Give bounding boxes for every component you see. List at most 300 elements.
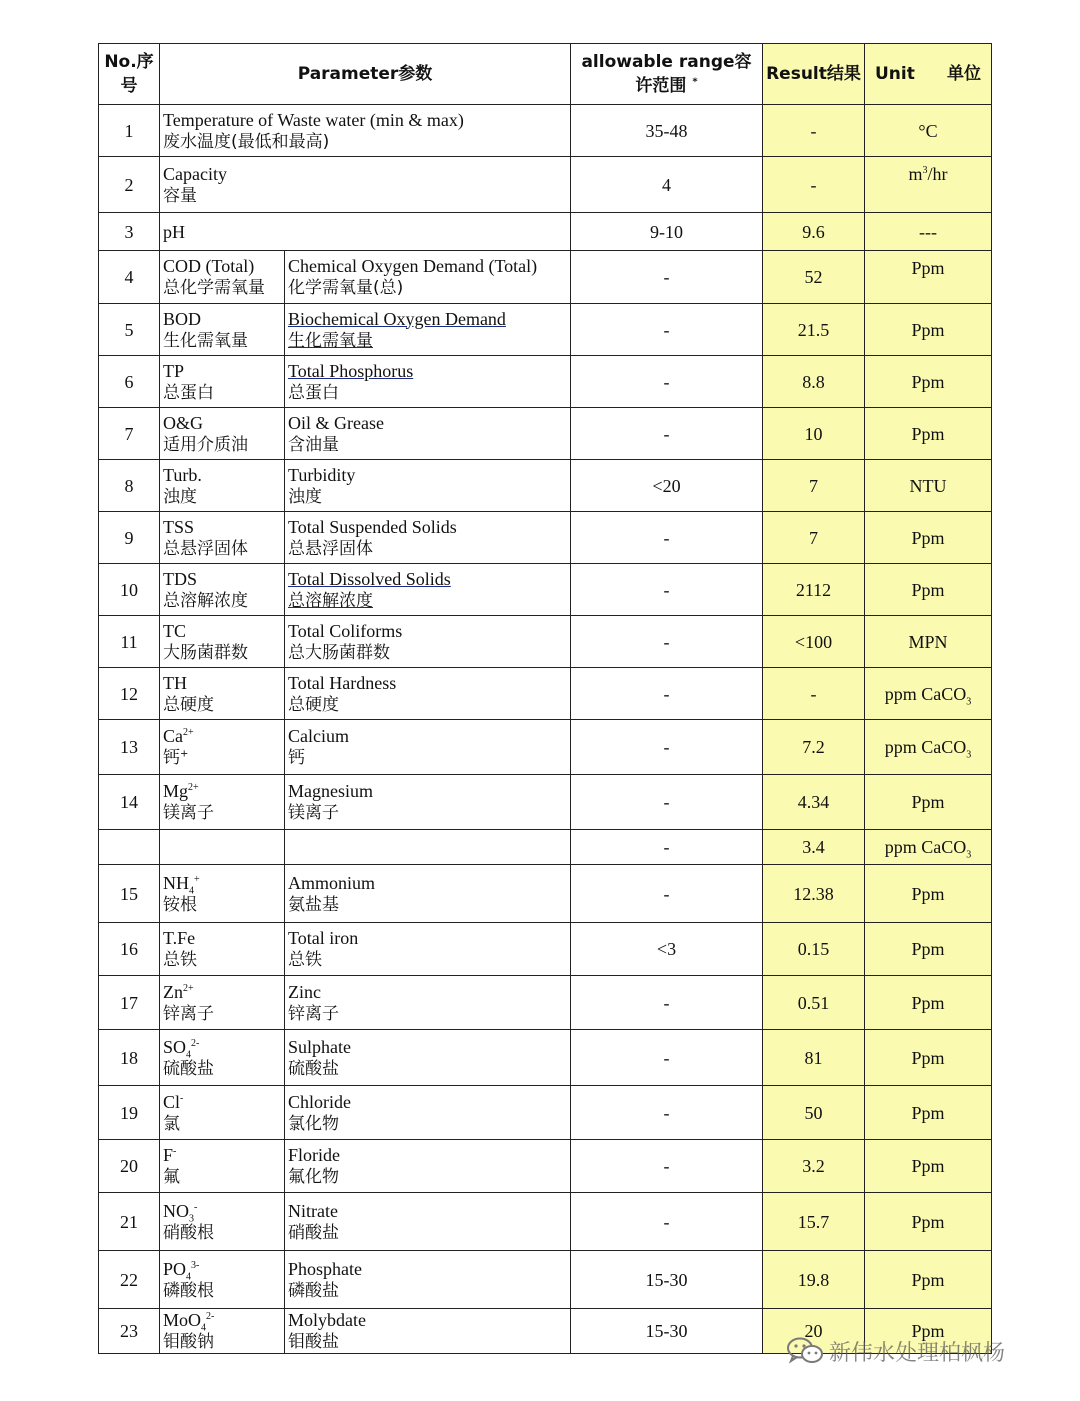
table-row — [99, 865, 992, 923]
parameter-short-en — [163, 308, 282, 330]
parameter-short-en-text: pH — [163, 221, 185, 242]
parameter-short-en-text: Mg — [163, 781, 189, 801]
parameter-short — [160, 775, 285, 830]
unit — [865, 616, 992, 668]
formula-superscript: 2- — [206, 1311, 215, 1322]
formula-superscript: 2+ — [183, 982, 194, 994]
result-value: 21.5 — [763, 304, 865, 356]
parameter-short-zh — [163, 1058, 282, 1080]
result-value: 7 — [763, 460, 865, 512]
allowable-range: - — [571, 775, 763, 830]
formula-subscript: 4 — [201, 1322, 207, 1334]
parameter-full-en — [288, 1091, 568, 1113]
result-value: - — [763, 105, 865, 157]
parameter-full-en-text: Total iron — [288, 928, 359, 948]
parameter-full-zh — [288, 1280, 568, 1302]
parameter-full-zh — [288, 1166, 568, 1188]
unit — [865, 251, 992, 304]
parameter-full-en — [288, 1258, 568, 1280]
table-row — [99, 105, 992, 157]
parameter-short-en — [163, 360, 282, 382]
table-row — [99, 157, 992, 213]
parameter-short-zh-text: 磷酸根 — [163, 1280, 214, 1301]
parameter-short-zh-text: 钼酸钠 — [163, 1332, 214, 1352]
allowable-range: - — [571, 356, 763, 408]
parameter-full-en — [288, 360, 568, 382]
parameter-short — [160, 564, 285, 616]
parameter-short-en-text: F — [163, 1145, 174, 1165]
parameter-short-zh-text: 氟 — [163, 1167, 180, 1187]
result-value: 9.6 — [763, 213, 865, 251]
parameter-short-en-text: Zn — [163, 981, 183, 1002]
header-unit — [865, 44, 992, 105]
row-number: 3 — [99, 213, 160, 251]
parameter-full-en-text: Chemical Oxygen Demand (Total) — [288, 256, 538, 276]
row-number: 6 — [99, 356, 160, 408]
result-value: 2112 — [763, 564, 865, 616]
parameter-short-zh-text: 总铁 — [163, 950, 197, 970]
formula-superscript: 2+ — [188, 782, 199, 793]
row-number: 10 — [99, 564, 160, 616]
formula-superscript: - — [180, 1092, 184, 1104]
unit — [865, 356, 992, 408]
parameter-short — [160, 356, 285, 408]
table-row — [99, 213, 992, 251]
parameter-full-en — [288, 464, 568, 486]
parameter-short-zh-text: 钙 — [163, 748, 180, 768]
unit-text: MPN — [908, 631, 948, 652]
parameter-full-en — [288, 516, 568, 538]
parameter-short-zh-text: 总蛋白 — [163, 382, 214, 403]
parameter-full-zh-text: 总铁 — [288, 950, 322, 970]
parameter-full-en — [288, 255, 568, 277]
parameter-full-zh — [288, 382, 568, 404]
result-value: 81 — [763, 1030, 865, 1086]
unit-text: Ppm — [911, 258, 945, 278]
parameter-short-en-text: SO — [163, 1036, 187, 1057]
table-row — [99, 1251, 992, 1309]
parameter-full-zh — [288, 1113, 568, 1135]
parameter-short-zh-text: 总溶解浓度 — [163, 590, 248, 611]
parameter-short-zh-text: 硫酸盐 — [163, 1058, 214, 1079]
unit-text: ppm CaCO — [884, 737, 967, 757]
parameter-full-zh-text: 含油量 — [288, 434, 339, 455]
parameter-full-en — [288, 1200, 568, 1222]
allowable-range: 15-30 — [571, 1251, 763, 1309]
parameter-full-zh-text: 总硬度 — [288, 694, 339, 715]
unit-text: ppm CaCO — [884, 683, 967, 704]
parameter-short-en — [163, 1144, 282, 1166]
parameter-full-zh — [288, 1003, 568, 1025]
parameter-short-zh — [163, 1166, 282, 1188]
parameter-full — [285, 512, 571, 564]
unit-text: °C — [918, 120, 938, 141]
parameter-full — [285, 775, 571, 830]
parameter-full-en-text: Biochemical Oxygen Demand — [288, 308, 506, 329]
parameter-full-en-text: Floride — [288, 1145, 340, 1165]
result-value: 12.38 — [763, 865, 865, 923]
unit — [865, 460, 992, 512]
unit — [865, 830, 992, 865]
formula-subscript: 3 — [189, 1213, 194, 1225]
allowable-range: - — [571, 1193, 763, 1251]
parameter-full-en — [288, 412, 568, 434]
parameter-short-en — [163, 620, 282, 642]
unit — [865, 564, 992, 616]
parameter-full — [285, 356, 571, 408]
header-result: Result结果 — [763, 44, 865, 105]
result-value: 3.2 — [763, 1140, 865, 1193]
parameter-full-zh-text: 硫酸盐 — [288, 1058, 339, 1079]
parameter-full-en-text: Magnesium — [288, 781, 373, 801]
parameter-short-en — [163, 1258, 282, 1283]
unit — [865, 1140, 992, 1193]
result-value: 8.8 — [763, 356, 865, 408]
parameter-short — [160, 1030, 285, 1086]
unit — [865, 668, 992, 720]
parameter-short-zh-text: 硝酸根 — [163, 1222, 214, 1243]
parameter-short-zh — [163, 1003, 282, 1025]
unit — [865, 775, 992, 830]
unit — [865, 1030, 992, 1086]
parameter-full-zh-text: 生化需氧量 — [288, 330, 373, 351]
parameter-full — [285, 304, 571, 356]
unit-text: Ppm — [911, 883, 945, 904]
row-number: 14 — [99, 775, 160, 830]
unit — [865, 512, 992, 564]
table-row — [99, 775, 992, 830]
parameter-short — [160, 105, 571, 157]
parameter-short — [160, 1251, 285, 1309]
parameter-short — [160, 830, 285, 865]
parameter-full-en-text: Molybdate — [288, 1310, 366, 1330]
parameter-short-en — [163, 412, 282, 434]
table-row — [99, 830, 992, 865]
parameter-short-zh — [163, 1222, 282, 1244]
parameter-short — [160, 1309, 285, 1354]
parameter-short-en-text: NO — [163, 1200, 189, 1221]
header-range-text: allowable range容许范围 — [581, 52, 752, 96]
parameter-short — [160, 976, 285, 1030]
parameter-short-en — [163, 780, 282, 802]
formula-subscript: 4 — [186, 1271, 192, 1283]
parameter-full — [285, 1309, 571, 1354]
unit-suffix: /hr — [927, 164, 948, 184]
parameter-short-en — [163, 464, 282, 486]
parameter-short-en — [163, 568, 282, 590]
unit-text: Ppm — [911, 992, 945, 1013]
allowable-range: - — [571, 1030, 763, 1086]
result-value: 7.2 — [763, 720, 865, 775]
parameter-full-zh — [288, 747, 568, 769]
allowable-range: - — [571, 1086, 763, 1140]
row-number: 16 — [99, 923, 160, 976]
parameter-short-en-text: BOD — [163, 308, 202, 329]
parameter-full-zh — [288, 590, 568, 612]
unit-text: Ppm — [911, 1269, 945, 1290]
parameter-short-zh-text: 铵根 — [163, 894, 197, 915]
parameter-full-en — [288, 1144, 568, 1166]
parameter-full-zh — [288, 538, 568, 560]
unit — [865, 213, 992, 251]
unit — [865, 105, 992, 157]
header-no: No.序号 — [99, 44, 160, 105]
result-value: <100 — [763, 616, 865, 668]
parameter-short-zh-text: 适用介质油 — [163, 434, 248, 455]
row-number: 19 — [99, 1086, 160, 1140]
parameter-short — [160, 668, 285, 720]
parameter-full — [285, 830, 571, 865]
parameter-short — [160, 720, 285, 775]
row-number: 13 — [99, 720, 160, 775]
parameter-full — [285, 865, 571, 923]
table-row — [99, 460, 992, 512]
parameter-full-zh — [288, 694, 568, 716]
parameter-short — [160, 1193, 285, 1251]
allowable-range: <3 — [571, 923, 763, 976]
parameter-full-en — [288, 308, 568, 330]
parameter-full-en-text: Sulphate — [288, 1036, 351, 1057]
allowable-range: - — [571, 512, 763, 564]
parameter-full-en-text: Total Suspended Solids — [288, 516, 457, 537]
parameter-short-en — [163, 221, 568, 243]
parameter-short-en-text: Temperature of Waste water (min & max) — [163, 109, 464, 130]
parameter-full-zh — [288, 330, 568, 352]
header-unit-en: Unit — [875, 64, 915, 84]
parameter-full-zh-text: 化学需氧量(总) — [288, 278, 404, 298]
parameter-short — [160, 460, 285, 512]
unit-text: Ppm — [911, 579, 945, 600]
allowable-range: 15-30 — [571, 1309, 763, 1354]
unit-subscript: 3 — [966, 849, 972, 861]
table-row — [99, 668, 992, 720]
unit-text: Ppm — [911, 1211, 945, 1232]
result-value: 3.4 — [763, 830, 865, 865]
allowable-range: - — [571, 1140, 763, 1193]
row-number: 20 — [99, 1140, 160, 1193]
parameter-full-en — [288, 620, 568, 642]
table-row — [99, 976, 992, 1030]
allowable-range: - — [571, 564, 763, 616]
header-row — [99, 44, 992, 105]
allowable-range: - — [571, 720, 763, 775]
parameter-full-zh — [288, 894, 568, 916]
parameter-short-zh — [163, 894, 282, 916]
parameter-full-en-text: Ammonium — [288, 872, 376, 893]
parameter-short — [160, 512, 285, 564]
parameter-full-zh-text: 总溶解浓度 — [288, 590, 373, 611]
parameter-short-en-text: Cl — [163, 1091, 181, 1112]
unit-text: Ppm — [911, 527, 945, 548]
parameter-full-en — [288, 672, 568, 694]
row-number: 1 — [99, 105, 160, 157]
parameter-full — [285, 1193, 571, 1251]
watermark — [785, 1334, 1005, 1368]
unit-text: Ppm — [911, 319, 945, 340]
unit-superscript: 3 — [922, 165, 928, 176]
unit — [865, 304, 992, 356]
parameter-short-zh — [163, 538, 282, 560]
row-number: 22 — [99, 1251, 160, 1309]
unit-text: Ppm — [911, 1047, 945, 1068]
parameter-short-zh — [163, 486, 282, 508]
parameter-short-en-text: T.Fe — [163, 928, 196, 948]
parameter-full-zh — [288, 434, 568, 456]
parameter-short-en-text: MoO — [163, 1310, 202, 1330]
unit-text: Ppm — [911, 939, 945, 959]
allowable-range: - — [571, 304, 763, 356]
parameter-short-zh — [163, 131, 568, 153]
zh-superscript: + — [180, 748, 189, 760]
parameter-full-zh-text: 氟化物 — [288, 1167, 339, 1187]
unit — [865, 865, 992, 923]
parameter-full-en-text: Phosphate — [288, 1258, 362, 1279]
table-row — [99, 512, 992, 564]
parameter-full-en — [288, 927, 568, 949]
unit-text: Ppm — [911, 1102, 945, 1123]
parameter-full — [285, 720, 571, 775]
result-value: 20 — [763, 1309, 865, 1354]
parameter-full-en — [288, 780, 568, 802]
result-value: 10 — [763, 408, 865, 460]
parameter-short-zh-text: 总悬浮固体 — [163, 538, 248, 559]
table-row — [99, 251, 992, 304]
parameter-full-zh — [288, 486, 568, 508]
parameter-short — [160, 1140, 285, 1193]
formula-subscript: 4 — [186, 1049, 192, 1061]
unit — [865, 720, 992, 775]
table-row — [99, 408, 992, 460]
result-value: 4.34 — [763, 775, 865, 830]
parameter-short — [160, 251, 285, 304]
row-number: 18 — [99, 1030, 160, 1086]
parameter-short-en — [163, 672, 282, 694]
unit-text: ppm CaCO — [884, 837, 967, 857]
parameter-short-en-text: PO — [163, 1258, 187, 1279]
parameter-full-en — [288, 1309, 568, 1331]
table-body — [99, 105, 992, 1354]
unit — [865, 1251, 992, 1309]
parameter-full-zh-text: 硝酸盐 — [288, 1222, 339, 1243]
parameter-short — [160, 157, 571, 213]
unit-text: Ppm — [911, 1321, 945, 1341]
parameter-short — [160, 213, 571, 251]
parameter-full-zh-text: 镁离子 — [288, 803, 339, 823]
parameter-full-zh — [288, 802, 568, 824]
parameter-full-zh-text: 磷酸盐 — [288, 1280, 339, 1301]
header-parameter: Parameter参数 — [160, 44, 571, 105]
parameter-short-en-text: Turb. — [163, 464, 202, 485]
parameter-short-zh — [163, 949, 282, 971]
unit-text: NTU — [909, 475, 947, 496]
parameter-short-en-text: COD (Total) — [163, 256, 255, 276]
parameter-full-en-text: Total Coliforms — [288, 620, 403, 641]
parameter-full-en — [288, 981, 568, 1003]
parameter-full — [285, 923, 571, 976]
parameter-full-zh-text: 氨盐基 — [288, 894, 339, 915]
unit-text: m — [908, 164, 923, 184]
parameter-full-zh — [288, 1331, 568, 1353]
parameter-short-zh — [163, 434, 282, 456]
parameter-short-en-text: NH — [163, 872, 189, 893]
result-value: 15.7 — [763, 1193, 865, 1251]
parameter-short-en — [163, 1091, 282, 1113]
parameter-full-zh-text: 锌离子 — [288, 1003, 339, 1024]
table-row — [99, 720, 992, 775]
parameter-short-zh — [163, 277, 282, 299]
row-number: 17 — [99, 976, 160, 1030]
parameter-full-zh-text: 钙 — [288, 748, 305, 768]
unit — [865, 408, 992, 460]
unit-text: --- — [919, 221, 937, 242]
parameter-short-zh-text: 生化需氧量 — [163, 330, 248, 351]
formula-superscript: - — [173, 1146, 177, 1157]
parameter-short-zh — [163, 590, 282, 612]
parameter-short — [160, 865, 285, 923]
allowable-range: - — [571, 865, 763, 923]
parameter-short-zh — [163, 330, 282, 352]
parameter-short-zh — [163, 694, 282, 716]
parameter-full-en — [288, 568, 568, 590]
table-row — [99, 923, 992, 976]
parameter-full-zh-text: 总大肠菌群数 — [288, 642, 390, 663]
unit — [865, 157, 992, 213]
parameter-full-en-text: Zinc — [288, 981, 321, 1002]
parameter-full — [285, 460, 571, 512]
formula-superscript: 3- — [191, 1259, 200, 1271]
parameter-short — [160, 1086, 285, 1140]
parameter-short-zh-text: 大肠菌群数 — [163, 642, 248, 663]
parameter-short — [160, 923, 285, 976]
table-row — [99, 564, 992, 616]
parameter-full-zh-text: 钼酸盐 — [288, 1332, 339, 1352]
result-value: 19.8 — [763, 1251, 865, 1309]
parameter-full-en-text: Total Hardness — [288, 672, 397, 693]
row-number: 2 — [99, 157, 160, 213]
row-number: 4 — [99, 251, 160, 304]
unit — [865, 976, 992, 1030]
parameter-short-en — [163, 516, 282, 538]
allowable-range: - — [571, 830, 763, 865]
parameter-short-zh — [163, 185, 568, 207]
table-row — [99, 356, 992, 408]
parameter-short-zh-text: 总硬度 — [163, 694, 214, 715]
row-number: 15 — [99, 865, 160, 923]
parameter-short-en — [163, 1036, 282, 1061]
parameter-short-en-text: O&G — [163, 412, 203, 433]
result-value: 50 — [763, 1086, 865, 1140]
water-analysis-table — [98, 43, 992, 1354]
parameter-short-en — [163, 163, 568, 185]
parameter-full — [285, 408, 571, 460]
parameter-short — [160, 408, 285, 460]
parameter-short-en-text: TC — [163, 620, 187, 641]
result-value: - — [763, 157, 865, 213]
parameter-short-zh — [163, 747, 282, 769]
formula-superscript: + — [194, 873, 200, 885]
unit-text: Ppm — [911, 371, 945, 392]
allowable-range: - — [571, 251, 763, 304]
parameter-short-zh-text: 氯 — [163, 1113, 180, 1134]
parameter-full — [285, 1140, 571, 1193]
formula-superscript: 2+ — [183, 727, 194, 738]
row-number: 7 — [99, 408, 160, 460]
wechat-icon — [785, 1336, 825, 1366]
parameter-full — [285, 976, 571, 1030]
parameter-short-en — [163, 255, 282, 277]
parameter-full — [285, 616, 571, 668]
row-number: 8 — [99, 460, 160, 512]
